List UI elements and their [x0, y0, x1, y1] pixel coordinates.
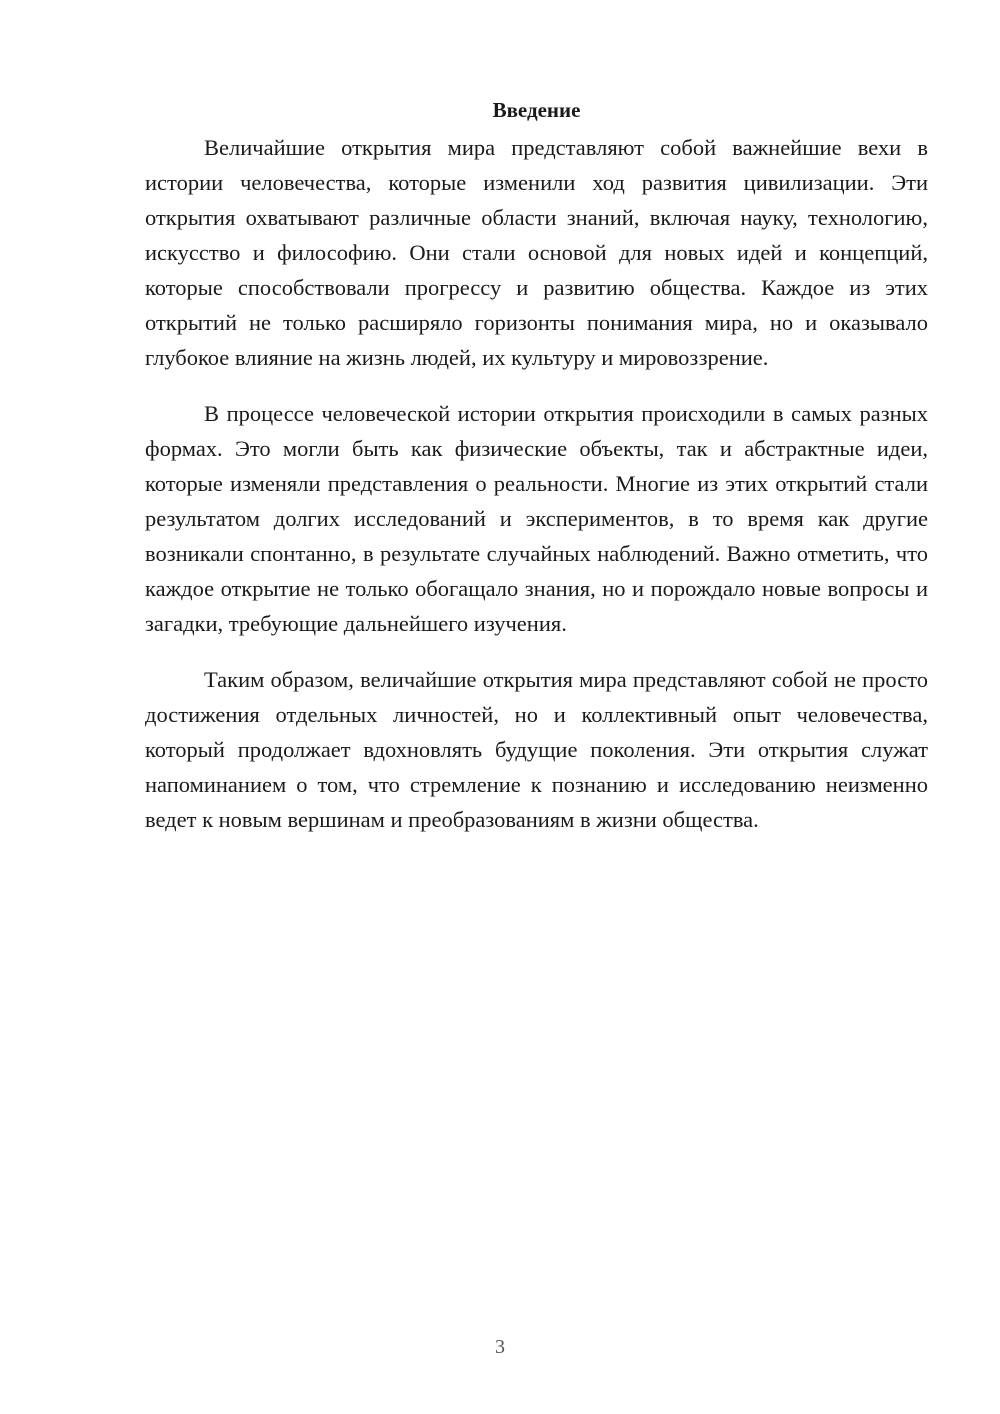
page-number: 3 — [495, 1336, 505, 1358]
paragraph: В процессе человеческой истории открытия происходили в самых разных формах. Это могли быть как физические объекты, так и абстрактные идеи, которые изменяли представления о реальности. Многие из этих открытий стали результатом долгих исследований и экспериментов, в то время как другие возникали спонтанно, в результате случайных наблюдений. Важно отметить, что каждое открытие не только обогащало знания, но и порождало новые вопросы и загадки, требующие дальнейшего изучения. — [145, 401, 928, 636]
section-heading: Введение — [492, 98, 581, 122]
paragraph: Таким образом, величайшие открытия мира представляют собой не просто достижения отдельных личностей, но и коллективный опыт человечества, который продолжает вдохновлять будущие поколения. Эти открытия служат напоминанием о том, что стремление к познанию и исследованию неизменно ведет к новым вершинам и преобразованиям в жизни общества. — [145, 667, 928, 832]
page-content — [145, 92, 928, 837]
paragraph: Величайшие открытия мира представляют собой важнейшие вехи в истории человечества, которые изменили ход развития цивилизации. Эти открытия охватывают различные области знаний, включая науку, технологию, искусство и философию. Они стали основой для новых идей и концепций, которые способствовали прогрессу и развитию общества. Каждое из этих открытий не только расширяло горизонты понимания мира, но и оказывало глубокое влияние на жизнь людей, их культуру и мировоззрение. — [145, 135, 928, 370]
